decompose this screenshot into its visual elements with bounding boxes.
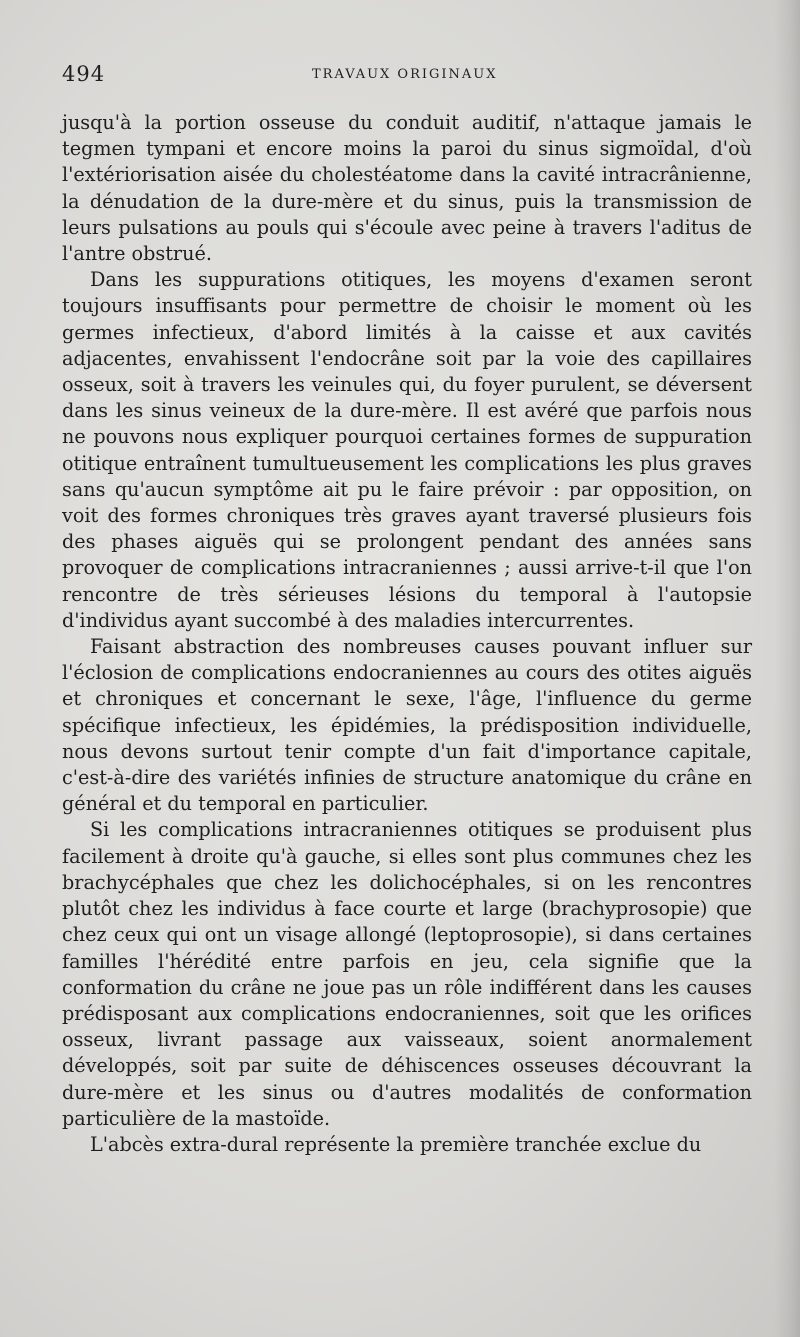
page-number: 494: [62, 62, 106, 86]
page-header: [62, 62, 752, 92]
paragraph: L'abcès extra-dural représente la première tranchée exclue du: [90, 1132, 702, 1156]
running-head: TRAVAUX ORIGINAUX: [312, 67, 498, 82]
paragraph: Dans les suppurations otitiques, les moyens d'examen seront toujours insuffisants pour permettre de choisir le moment où les germes infectieux, d'abord limités à la caisse et aux cavités adjacentes, envahissent l'endocrâne soit par la voie des capillaires osseux, soit à travers les veinules qui, du foyer purulent, se déversent dans les sinus veineux de la dure-mère. Il est avéré que parfois nous ne pouvons nous expliquer pourquoi certaines formes de suppuration otitique entraînent tumultueusement les complications les plus graves sans qu'aucun symptôme ait pu le faire prévoir : par opposition, on voit des formes chroniques très graves ayant traversé plusieurs fois des phases aiguës qui se prolongent pendant des années sans provoquer de complications intracraniennes ; aussi arrive-t-il que l'on rencontre de très sérieuses lésions du temporal à l'autopsie d'individus ayant succombé à des maladies intercurrentes.: [62, 268, 752, 632]
body-text: [62, 110, 752, 1158]
paragraph: Si les complications intracraniennes otitiques se produisent plus facilement à droite qu'à gauche, si elles sont plus communes chez les brachycéphales que chez les dolichocéphales, si on les rencontres plutôt chez les individus à face courte et large (brachyprosopie) que chez ceux qui ont un visage allongé (leptoprosopie), si dans certaines familles l'hérédité entre parfois en jeu, cela signifie que la conformation du crâne ne joue pas un rôle indifférent dans les causes prédisposant aux complications endocraniennes, soit que les orifices osseux, livrant passage aux vaisseaux, soient anormalement développés, soit par suite de déhiscences osseuses découvrant la dure-mère et les sinus ou d'autres modalités de conformation particulière de la mastoïde.: [62, 818, 752, 1130]
paragraph-continuation: jusqu'à la portion osseuse du conduit auditif, n'attaque jamais le tegmen tympani et encore moins la paroi du sinus sigmoïdal, d'où l'extériorisation aisée du cholestéatome dans la cavité intracrânienne, la dénudation de la dure-mère et du sinus, puis la transmission de leurs pulsations au pouls qui s'écoule avec peine à travers l'aditus de l'antre obstrué.: [62, 111, 752, 266]
page-gutter-shadow: [774, 0, 800, 1337]
paragraph: Faisant abstraction des nombreuses causes pouvant influer sur l'éclosion de complications endocraniennes au cours des otites aiguës et chroniques et concernant le sexe, l'âge, l'influence du germe spécifique infectieux, les épidémies, la prédisposition individuelle, nous devons surtout tenir compte d'un fait d'importance capitale, c'est-à-dire des variétés infinies de structure anatomique du crâne en général et du temporal en particulier.: [62, 635, 752, 816]
